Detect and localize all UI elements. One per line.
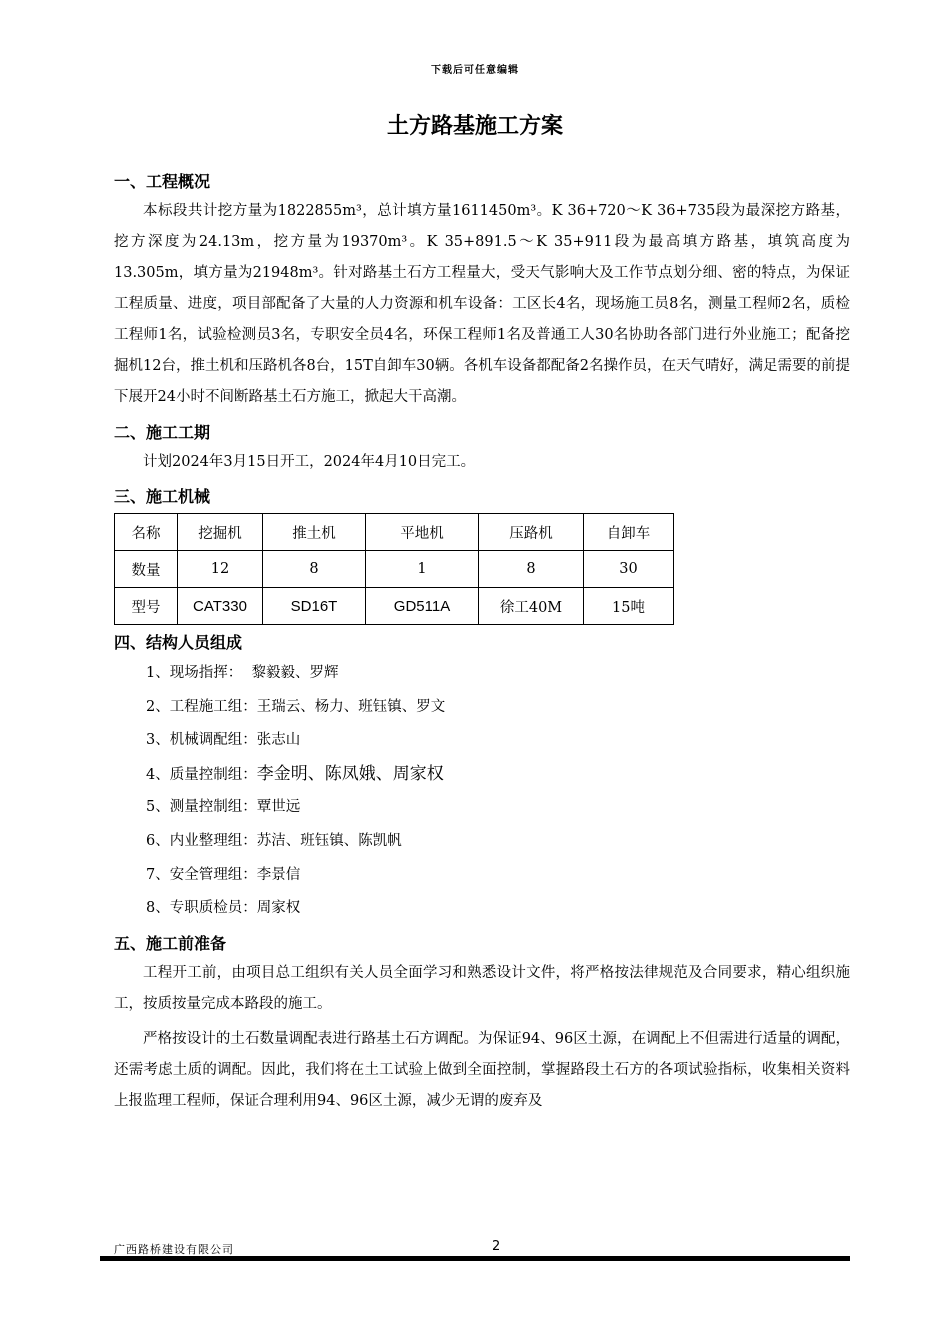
preparation-paragraph: 严格按设计的土石数量调配表进行路基土石方调配。为保证94、96区土源，在调配上不但需进行适量的调配，还需考虑土质的调配。因此，我们将在土工试验上做到全面控制，掌握路段土石方的各项试验指标，收集相关资料上报监理工程师，保证合理利用94、96区土源，减少无谓的废弃及 bbox=[114, 1030, 850, 1109]
table-cell: 30 bbox=[584, 551, 674, 588]
table-cell: 名称 bbox=[115, 514, 178, 551]
list-item-value: 黎毅毅、罗辉 bbox=[242, 665, 339, 681]
list-item-label: 8、专职质检员： bbox=[146, 900, 257, 917]
list-item-label: 5、测量控制组： bbox=[146, 799, 257, 816]
section-heading-machinery: 三、施工机械 bbox=[114, 487, 211, 506]
list-item-label: 7、安全管理组： bbox=[146, 866, 257, 883]
table-row bbox=[115, 588, 674, 625]
list-item-label: 1、现场指挥： bbox=[146, 665, 243, 681]
table-cell: 12 bbox=[178, 551, 263, 588]
staff-list bbox=[114, 657, 850, 926]
header-note: 下载后可任意编辑 bbox=[431, 65, 519, 76]
table-cell: 8 bbox=[479, 551, 584, 588]
footer-rule bbox=[100, 1256, 850, 1261]
document-body bbox=[114, 168, 850, 1117]
table-cell: 推土机 bbox=[263, 514, 366, 551]
list-item-label: 4、质量控制组： bbox=[146, 766, 257, 783]
list-item-value: 李景信 bbox=[256, 866, 301, 883]
list-item bbox=[114, 657, 850, 691]
list-item-value: 王瑞云、杨力、班钰镇、罗文 bbox=[256, 698, 446, 715]
list-item bbox=[114, 691, 850, 725]
table-row bbox=[115, 551, 674, 588]
machinery-table bbox=[114, 513, 674, 625]
schedule-paragraph: 计划2024年3月15日开工，2024年4月10日完工。 bbox=[143, 454, 476, 470]
list-item-label: 2、工程施工组： bbox=[146, 698, 257, 715]
table-cell: 徐工40M bbox=[479, 588, 584, 625]
list-item-value: 周家权 bbox=[256, 900, 301, 917]
section-heading-preparation: 五、施工前准备 bbox=[114, 933, 227, 953]
preparation-paragraph: 工程开工前，由项目总工组织有关人员全面学习和熟悉设计文件，将严格按法律规范及合同要求，精心组织施工，按质按量完成本路段的施工。 bbox=[114, 964, 850, 1012]
list-item-value: 覃世远 bbox=[256, 799, 301, 816]
table-cell: 数量 bbox=[115, 551, 178, 588]
list-item-label: 3、机械调配组： bbox=[146, 732, 257, 749]
table-cell: 1 bbox=[366, 551, 479, 588]
table-cell: 平地机 bbox=[366, 514, 479, 551]
table-cell: CAT330 bbox=[178, 588, 263, 625]
section-heading-staff: 四、结构人员组成 bbox=[114, 633, 243, 652]
list-item-value: 张志山 bbox=[256, 732, 301, 749]
table-cell: 挖掘机 bbox=[178, 514, 263, 551]
table-cell: GD511A bbox=[366, 588, 479, 625]
table-cell: 自卸车 bbox=[584, 514, 674, 551]
table-cell: SD16T bbox=[263, 588, 366, 625]
footer-company: 广西路桥建设有限公司 bbox=[114, 1243, 234, 1256]
section-heading-overview: 一、工程概况 bbox=[114, 172, 211, 191]
list-item-label: 6、内业整理组： bbox=[146, 832, 257, 849]
list-item bbox=[114, 791, 850, 825]
table-cell: 8 bbox=[263, 551, 366, 588]
list-item bbox=[114, 758, 850, 792]
table-header-row bbox=[115, 514, 674, 551]
list-item-value: 李金明、陈凤娥、周家权 bbox=[256, 763, 444, 784]
section-heading-schedule: 二、施工工期 bbox=[114, 423, 211, 442]
list-item bbox=[114, 892, 850, 926]
list-item bbox=[114, 859, 850, 893]
table-cell: 压路机 bbox=[479, 514, 584, 551]
overview-paragraph: 本标段共计挖方量为1822855m³，总计填方量1611450m³。K 36+720～K 36+735段为最深挖方路基，挖方深度为24.13m，挖方量为19370m³。K 35+891.5～K 35+911段为最高填方路基，填筑高度为13.305m，填方量为21948m³。针对路基土石方工程量大，受天气影响大及工作节点划分细、密的特点，为保证工程质量、进度，项目部配备了大量的人力资源和机车设备：工区长4名，现场施工员8名，测量工程师2名，质检工程师1名，试验检测员3名，专职安全员4名，环保工程师1名及普通工人30名协助各部门进行外业施工；配备挖掘机12台，推土机和压路机各8台，15T自卸车30辆。各机车设备都配备2名操作员，在天气晴好，满足需要的前提下展开24小时不间断路基土石方施工，掀起大干高潮。 bbox=[114, 203, 850, 405]
page-footer bbox=[114, 1241, 850, 1257]
document-title: 土方路基施工方案 bbox=[386, 113, 563, 139]
list-item bbox=[114, 825, 850, 859]
list-item bbox=[114, 724, 850, 758]
table-cell: 型号 bbox=[115, 588, 178, 625]
page-number: 2 bbox=[492, 1239, 501, 1254]
table-cell: 15吨 bbox=[584, 588, 674, 625]
list-item-value: 苏洁、班钰镇、陈凯帆 bbox=[256, 832, 402, 849]
